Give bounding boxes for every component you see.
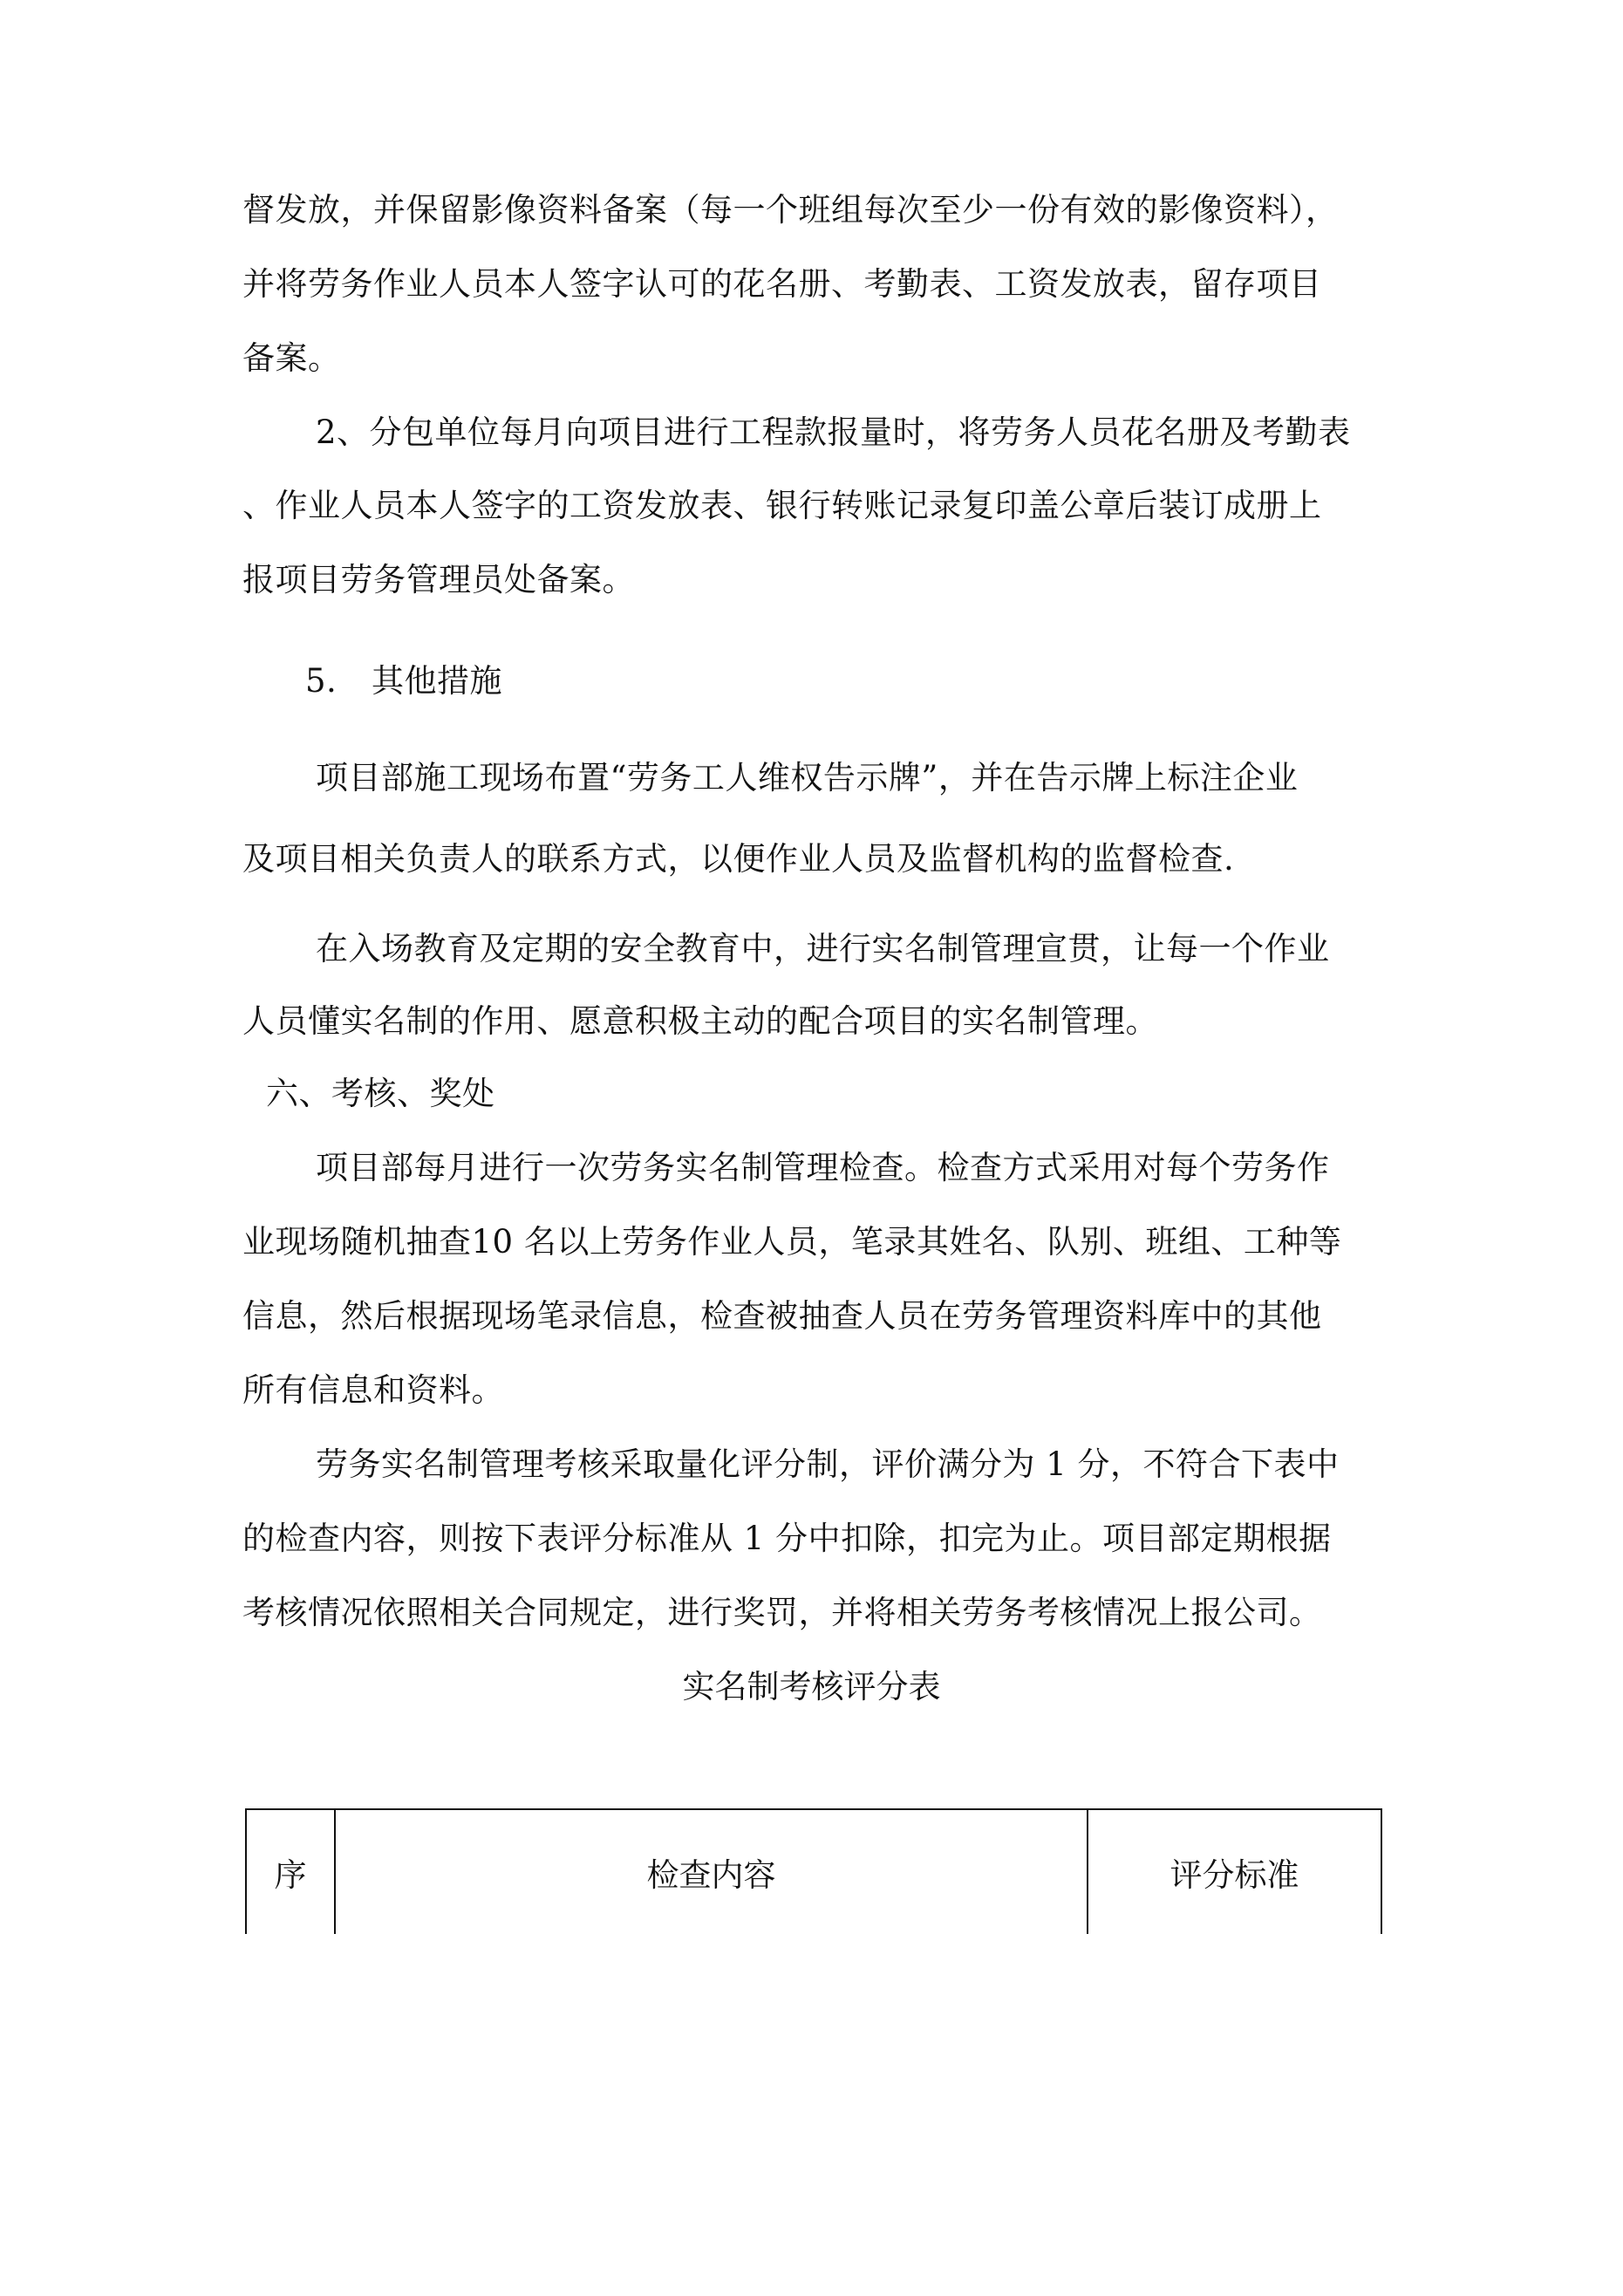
paragraph-line: 备案。: [242, 339, 341, 377]
paragraph-line: 督发放，并保留影像资料备案（每一个班组每次至少一份有效的影像资料），: [242, 191, 1339, 229]
table-title: 实名制考核评分表: [682, 1668, 941, 1705]
score-table: [245, 1808, 1382, 1934]
section-heading-6: 六、考核、奖处: [266, 1075, 495, 1112]
section-number: 5.: [305, 662, 338, 700]
paragraph-line: 报项目劳务管理员处备案。: [242, 561, 635, 598]
table-header-content: 检查内容: [646, 1856, 776, 1894]
paragraph-line: 考核情况依照相关合同规定，进行奖罚，并将相关劳务考核情况上报公司。: [242, 1594, 1322, 1631]
paragraph-line: 及项目相关负责人的联系方式，以便作业人员及监督机构的监督检查.: [242, 840, 1235, 878]
paragraph-line: 项目部每月进行一次劳务实名制管理检查。检查方式采用对每个劳务作: [316, 1149, 1330, 1186]
table-header-index: 序: [274, 1856, 307, 1894]
section-title: 其他措施: [372, 662, 502, 700]
paragraph-line: 2、分包单位每月向项目进行工程款报量时，将劳务人员花名册及考勤表: [316, 413, 1351, 451]
paragraph-line: 项目部施工现场布置“劳务工人维权告示牌”，并在告示牌上标注企业: [316, 759, 1299, 796]
paragraph-line: 、作业人员本人签字的工资发放表、银行转账记录复印盖公章后装订成册上: [242, 487, 1322, 524]
section-heading-5: [305, 662, 502, 700]
paragraph-line: 所有信息和资料。: [242, 1371, 504, 1409]
paragraph-line: 的检查内容，则按下表评分标准从 1 分中扣除，扣完为止。项目部定期根据: [242, 1520, 1332, 1557]
paragraph-line: 劳务实名制管理考核采取量化评分制，评价满分为 1 分，不符合下表中: [316, 1445, 1340, 1483]
paragraph-line: 人员懂实名制的作用、愿意积极主动的配合项目的实名制管理。: [242, 1002, 1158, 1040]
paragraph-line: 在入场教育及定期的安全教育中，进行实名制管理宣贯，让每一个作业: [316, 930, 1330, 967]
table-header-standard: 评分标准: [1170, 1856, 1299, 1894]
paragraph-line: 并将劳务作业人员本人签字认可的花名册、考勤表、工资发放表，留存项目: [242, 265, 1322, 303]
paragraph-line: 信息，然后根据现场笔录信息，检查被抽查人员在劳务管理资料库中的其他: [242, 1297, 1322, 1335]
paragraph-line: 业现场随机抽查10 名以上劳务作业人员，笔录其姓名、队别、班组、工种等: [242, 1223, 1342, 1261]
